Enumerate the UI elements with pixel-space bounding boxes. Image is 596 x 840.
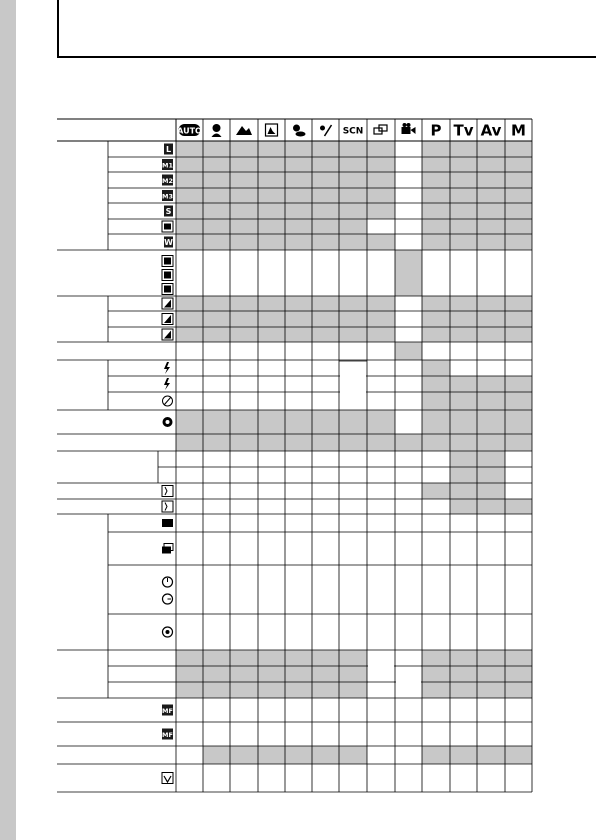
shaded-cell [367, 327, 395, 342]
shaded-cell [258, 410, 285, 434]
shaded-cell [312, 434, 339, 451]
shaded-cell [230, 434, 258, 451]
shaded-cell [339, 234, 367, 250]
shaded-cell [312, 219, 339, 234]
shaded-cell [285, 188, 312, 203]
shaded-cell [258, 666, 285, 682]
night-snapshot-icon [266, 124, 278, 136]
shaded-cell [312, 296, 339, 311]
row-icon-resolution-small [164, 206, 173, 217]
shaded-cell [176, 296, 203, 311]
shaded-cell [230, 188, 258, 203]
shaded-cell [477, 483, 505, 499]
flash-exp-icon-1 [162, 486, 173, 497]
shaded-cell [422, 682, 450, 698]
shaded-cell [450, 188, 477, 203]
shaded-cell [477, 666, 505, 682]
shaded-cell [450, 434, 477, 451]
shaded-cell [285, 141, 312, 157]
shaded-cell [450, 483, 477, 499]
aperture-priority-icon: Av [480, 121, 502, 140]
shutter-priority-icon: Tv [453, 121, 474, 140]
shaded-cell [230, 203, 258, 219]
shaded-cell [505, 392, 532, 410]
merged-cell [340, 361, 366, 409]
shaded-cell [203, 746, 230, 764]
shaded-cell [505, 650, 532, 666]
shaded-cell [339, 666, 367, 682]
shaded-cell [230, 666, 258, 682]
shaded-cell [395, 250, 422, 296]
flash-off-icon [163, 396, 173, 406]
shaded-cell [505, 311, 532, 327]
shaded-cell [203, 203, 230, 219]
shaded-cell [450, 203, 477, 219]
shaded-cell [422, 360, 450, 376]
shaded-cell [450, 746, 477, 764]
shaded-cell [395, 434, 422, 451]
svg-text:M1: M1 [162, 161, 173, 170]
shaded-cell [505, 203, 532, 219]
shaded-cell [285, 410, 312, 434]
shaded-cell [176, 311, 203, 327]
shaded-cell [176, 188, 203, 203]
shaded-cell [339, 410, 367, 434]
shaded-cell [230, 141, 258, 157]
shaded-cell [422, 188, 450, 203]
shaded-cell [422, 296, 450, 311]
shaded-cell [505, 434, 532, 451]
shaded-cell [285, 666, 312, 682]
shaded-cell [339, 682, 367, 698]
manual-mode-icon: M [511, 121, 526, 140]
shaded-cell [450, 682, 477, 698]
svg-text:L: L [165, 145, 172, 154]
shaded-cell [422, 234, 450, 250]
shaded-cell [395, 342, 422, 360]
shaded-cell [477, 188, 505, 203]
shaded-cell [339, 296, 367, 311]
landscape-icon [236, 126, 252, 135]
shaded-cell [312, 188, 339, 203]
shaded-cell [339, 327, 367, 342]
shaded-cell [176, 327, 203, 342]
shaded-cell [203, 410, 230, 434]
shaded-cell [505, 410, 532, 434]
shaded-cell [203, 682, 230, 698]
shaded-cell [285, 746, 312, 764]
shaded-cell [477, 296, 505, 311]
shaded-cell [285, 234, 312, 250]
shaded-cell [450, 296, 477, 311]
postcard-icon [162, 221, 173, 232]
shaded-cell [258, 746, 285, 764]
row-icon-resolution-widescreen [164, 237, 173, 248]
shaded-cell [450, 451, 477, 467]
flash-on-icon [164, 378, 170, 390]
row-icon-manual-focus-2 [162, 729, 173, 740]
shaded-cell [477, 234, 505, 250]
shaded-cell [422, 376, 450, 392]
compression-icon [162, 314, 173, 325]
auto-mode-icon [177, 124, 202, 136]
shaded-cell [258, 296, 285, 311]
shaded-cell [505, 141, 532, 157]
shaded-cell [312, 234, 339, 250]
shaded-cell [367, 141, 395, 157]
movie-size-icon [162, 284, 173, 295]
shaded-cell [422, 203, 450, 219]
shaded-cell [285, 327, 312, 342]
movie-size-icon [162, 270, 173, 281]
shaded-cell [258, 311, 285, 327]
shaded-cell [477, 311, 505, 327]
shaded-cell [505, 188, 532, 203]
shaded-cell [422, 157, 450, 172]
shaded-cell [450, 311, 477, 327]
shaded-cell [477, 327, 505, 342]
shaded-cell [258, 157, 285, 172]
shaded-cell [176, 434, 203, 451]
shaded-cell [339, 157, 367, 172]
shaded-cell [422, 650, 450, 666]
shaded-cell [312, 682, 339, 698]
shaded-cell [450, 666, 477, 682]
movie-size-icon [162, 256, 173, 267]
shaded-cell [477, 650, 505, 666]
stitch-assist-icon [374, 125, 387, 134]
shaded-cell [203, 296, 230, 311]
row-icon-resolution-large [164, 144, 173, 155]
row-icon-resolution-medium-2 [162, 175, 173, 186]
shaded-cell [422, 311, 450, 327]
shaded-cell [339, 203, 367, 219]
shaded-cell [477, 467, 505, 483]
shaded-cell [312, 327, 339, 342]
shaded-cell [203, 234, 230, 250]
drive-continuous-icon [162, 544, 173, 554]
shaded-cell [422, 483, 450, 499]
shaded-cell [285, 157, 312, 172]
shaded-cell [285, 296, 312, 311]
shaded-cell [312, 746, 339, 764]
self-timer-2s-icon [163, 594, 173, 604]
shaded-cell [339, 188, 367, 203]
shaded-cell [477, 499, 505, 514]
shaded-cell [339, 746, 367, 764]
row-icon-resolution-medium-3 [162, 190, 173, 201]
shaded-cell [505, 172, 532, 188]
shaded-cell [367, 203, 395, 219]
shaded-cell [312, 650, 339, 666]
shaded-cell [450, 499, 477, 514]
shaded-cell [203, 172, 230, 188]
shaded-cell [367, 157, 395, 172]
shaded-cell [477, 203, 505, 219]
shaded-cell [505, 219, 532, 234]
shaded-cell [505, 157, 532, 172]
shaded-cell [422, 172, 450, 188]
shaded-cell [176, 682, 203, 698]
shaded-cell [450, 327, 477, 342]
shaded-cell [505, 682, 532, 698]
shaded-cell [477, 219, 505, 234]
shaded-cell [285, 172, 312, 188]
shaded-cell [477, 682, 505, 698]
shaded-cell [312, 203, 339, 219]
shaded-cell [339, 650, 367, 666]
shaded-cell [477, 451, 505, 467]
svg-text:S: S [165, 207, 172, 216]
shaded-cell [285, 219, 312, 234]
shaded-cell [203, 157, 230, 172]
shaded-cell [450, 410, 477, 434]
scene-mode-icon: SCN [342, 126, 364, 137]
shaded-cell [477, 376, 505, 392]
shaded-cell [203, 141, 230, 157]
shaded-cell [477, 410, 505, 434]
shaded-cell [505, 327, 532, 342]
shaded-cell [258, 434, 285, 451]
row-icon-manual-focus-1 [162, 705, 173, 716]
compression-icon [162, 298, 173, 309]
movie-icon [402, 123, 416, 134]
shaded-cell [285, 311, 312, 327]
program-mode-icon: P [430, 121, 442, 140]
shaded-cell [203, 434, 230, 451]
flash-exp-icon-2 [162, 501, 173, 512]
shaded-cell [230, 234, 258, 250]
shaded-cell [422, 141, 450, 157]
row-icon-resolution-medium-1 [162, 159, 173, 170]
shaded-cell [230, 296, 258, 311]
shaded-cell [450, 467, 477, 483]
shaded-cell [422, 327, 450, 342]
shaded-cell [203, 327, 230, 342]
shaded-cell [450, 392, 477, 410]
self-timer-10s-icon [163, 577, 173, 587]
svg-text:AUTO: AUTO [177, 126, 202, 136]
shaded-cell [312, 666, 339, 682]
indoor-icon [320, 125, 332, 136]
shaded-cell [339, 141, 367, 157]
shaded-cell [477, 434, 505, 451]
shaded-cell [312, 410, 339, 434]
svg-text:W: W [164, 238, 173, 247]
shaded-cell [477, 746, 505, 764]
shaded-cell [176, 219, 203, 234]
shaded-cell [230, 311, 258, 327]
shaded-cell [230, 219, 258, 234]
shaded-cell [477, 141, 505, 157]
shaded-cell [367, 172, 395, 188]
shaded-cell [450, 219, 477, 234]
shaded-cell [230, 327, 258, 342]
shaded-cell [176, 410, 203, 434]
shaded-cell [203, 666, 230, 682]
shaded-cell [367, 410, 395, 434]
shaded-cell [367, 311, 395, 327]
shaded-cell [285, 650, 312, 666]
shaded-cell [258, 327, 285, 342]
shaded-cell [505, 499, 532, 514]
shaded-cell [312, 311, 339, 327]
red-eye-icon [163, 417, 173, 427]
shaded-cell [258, 141, 285, 157]
shaded-cell [258, 682, 285, 698]
shaded-cell [422, 434, 450, 451]
shaded-cell [505, 376, 532, 392]
shaded-cell [258, 172, 285, 188]
svg-text:M3: M3 [162, 192, 173, 201]
shaded-cell [367, 188, 395, 203]
shaded-cell [450, 172, 477, 188]
shaded-cell [230, 650, 258, 666]
shaded-cell [258, 650, 285, 666]
shaded-cell [505, 746, 532, 764]
shaded-cell [422, 410, 450, 434]
shaded-cell [203, 188, 230, 203]
shaded-cell [230, 410, 258, 434]
shaded-cell [258, 188, 285, 203]
kids-pets-icon [293, 125, 306, 137]
shaded-cell [339, 172, 367, 188]
shaded-cell [285, 203, 312, 219]
shaded-cell [312, 157, 339, 172]
shaded-cell [339, 434, 367, 451]
shaded-cell [312, 141, 339, 157]
shaded-cell [367, 296, 395, 311]
shaded-cell [203, 311, 230, 327]
shaded-cell [230, 157, 258, 172]
shaded-cell [176, 141, 203, 157]
merged-cell [396, 651, 421, 697]
shaded-cell [367, 434, 395, 451]
shaded-cell [230, 746, 258, 764]
shaded-cell [450, 234, 477, 250]
shaded-cell [258, 203, 285, 219]
my-colors-icon [162, 773, 173, 784]
shaded-cell [203, 219, 230, 234]
shaded-cell [258, 219, 285, 234]
shaded-cell [339, 311, 367, 327]
svg-text:M2: M2 [162, 177, 173, 185]
shaded-cell [285, 682, 312, 698]
flash-auto-icon [164, 362, 170, 374]
self-timer-custom-icon [163, 627, 173, 637]
shaded-cell [339, 219, 367, 234]
shaded-cell [477, 392, 505, 410]
shaded-cell [505, 296, 532, 311]
shaded-cell [230, 682, 258, 698]
shaded-cell [176, 203, 203, 219]
shaded-cell [367, 234, 395, 250]
shaded-cell [450, 650, 477, 666]
shaded-cell [450, 376, 477, 392]
svg-text:MF: MF [162, 731, 173, 739]
shaded-cell [312, 172, 339, 188]
portrait-icon [212, 124, 222, 137]
shaded-cell [230, 172, 258, 188]
shaded-cell [505, 234, 532, 250]
shaded-cell [176, 650, 203, 666]
shaded-cell [203, 650, 230, 666]
shaded-cell [176, 234, 203, 250]
shaded-cell [505, 666, 532, 682]
shaded-cell [422, 219, 450, 234]
shaded-cell [450, 157, 477, 172]
shaded-cell [258, 234, 285, 250]
shaded-cell [450, 141, 477, 157]
svg-text:MF: MF [162, 707, 173, 715]
drive-single-icon [162, 519, 173, 527]
shaded-cell [422, 666, 450, 682]
shaded-cell [477, 172, 505, 188]
shaded-cell [176, 157, 203, 172]
shaded-cell [422, 392, 450, 410]
merged-cell [368, 651, 394, 697]
compression-icon [162, 329, 173, 340]
shaded-cell [176, 666, 203, 682]
shaded-cell [176, 172, 203, 188]
shaded-cell [285, 434, 312, 451]
shaded-cell [477, 157, 505, 172]
shaded-cell [422, 746, 450, 764]
